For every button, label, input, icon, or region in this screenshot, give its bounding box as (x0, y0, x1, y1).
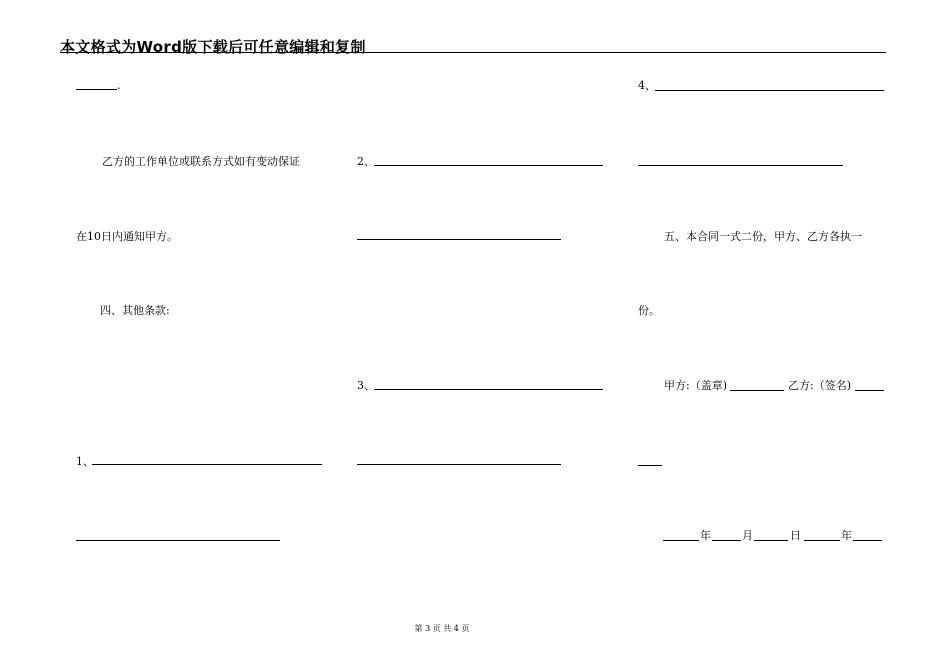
date-blank (853, 540, 882, 541)
blank-line (76, 540, 280, 541)
item-number: 2、 (357, 155, 375, 168)
item-number: 4、 (638, 79, 656, 92)
blank-line (374, 165, 603, 166)
year-label: 年 (700, 529, 711, 542)
page-number: 第 3 页 共 4 页 (414, 624, 470, 633)
blank-line (92, 464, 322, 465)
section-heading: 五、本合同一式二份，甲方、乙方各执一 (664, 230, 862, 243)
blank-line (357, 464, 561, 465)
blank-line (638, 165, 843, 166)
date-blank (712, 540, 741, 541)
blank-line (76, 89, 117, 90)
paragraph-line: 乙方的工作单位或联系方式如有变动保证 (102, 155, 300, 168)
date-blank (663, 540, 699, 541)
blank-line (655, 90, 884, 91)
paragraph-line: 在10日内通知甲方。 (76, 230, 178, 243)
party-b-label: 乙方:（签名) (788, 379, 851, 392)
party-a-label: 甲方:（盖章) (664, 379, 727, 392)
item-number: 1、 (76, 455, 94, 468)
blank-line (374, 389, 603, 390)
signature-line (730, 390, 784, 391)
period-mark: . (117, 79, 121, 92)
document-header: 本文格式为Word版下载后可任意编辑和复制 (60, 38, 366, 56)
month-label: 月 (742, 529, 753, 542)
signature-line (855, 390, 884, 391)
paragraph-line: 份。 (638, 304, 660, 317)
header-divider (60, 52, 886, 53)
day-label: 日 (790, 529, 801, 542)
section-heading: 四、其他条款: (100, 304, 170, 317)
date-blank (754, 540, 788, 541)
date-blank (804, 540, 840, 541)
item-number: 3、 (357, 379, 375, 392)
year-label: 年 (841, 529, 852, 542)
blank-line (357, 239, 561, 240)
signature-line (638, 465, 662, 466)
